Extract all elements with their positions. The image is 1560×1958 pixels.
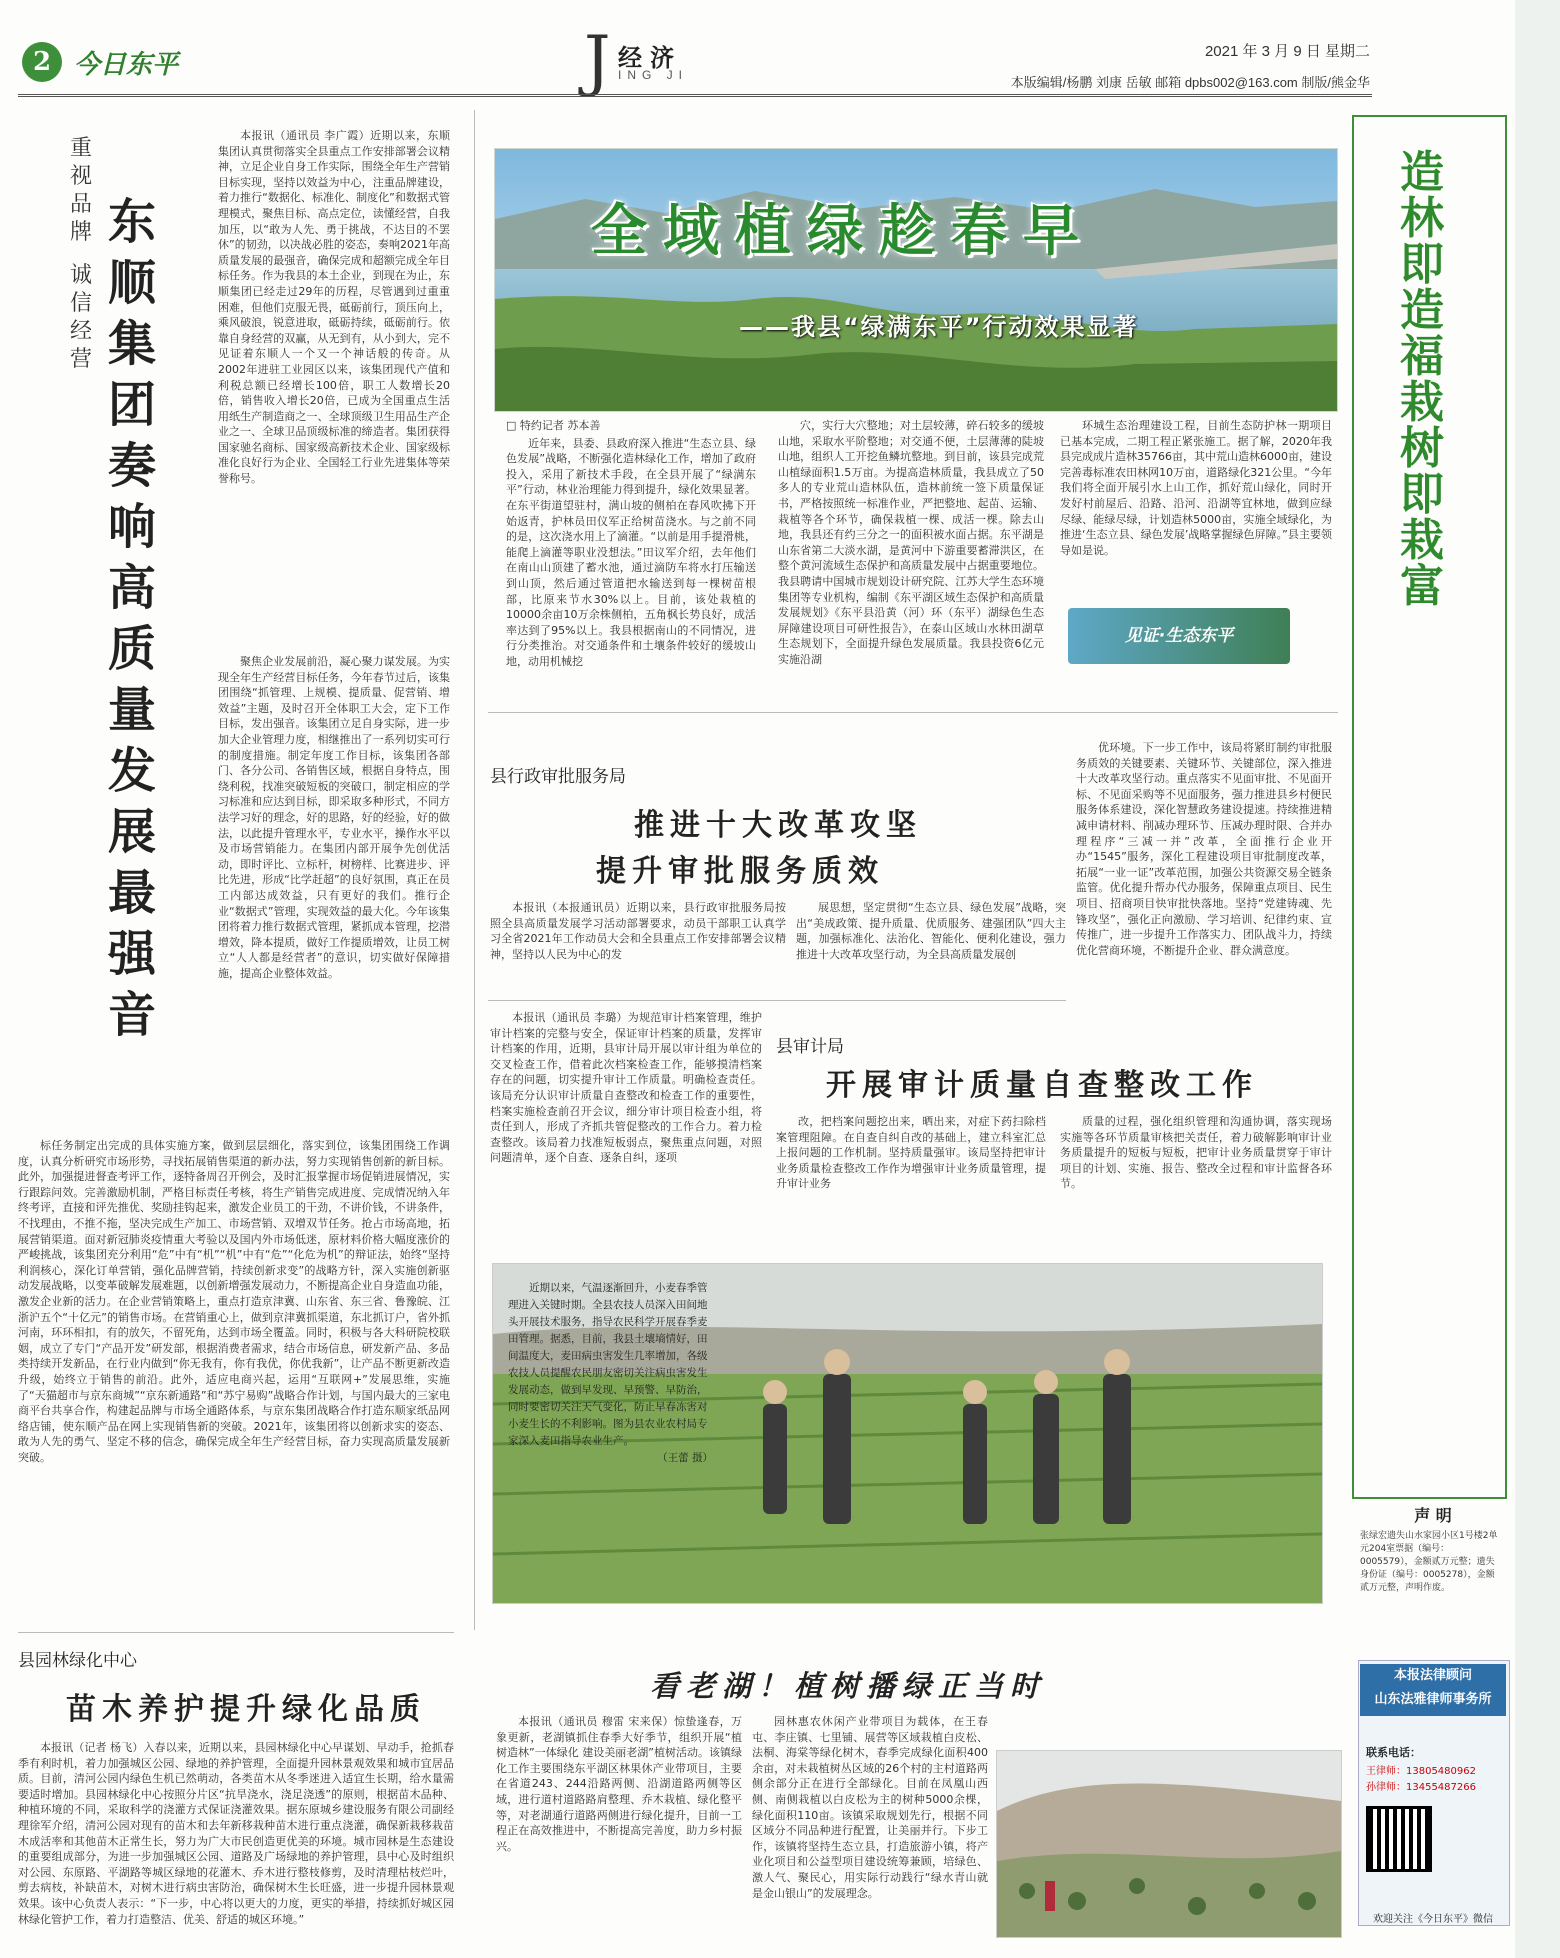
hillside-photo [996, 1750, 1342, 1938]
lead-subtitle-1: 重视品牌 [70, 136, 93, 245]
notice-title: 声 明 [1414, 1506, 1452, 1525]
approval-kicker: 县行政审批服务局 [490, 767, 626, 787]
newspaper-brand: 今日东平 [74, 50, 179, 80]
approval-headline-1: 推进十大改革攻坚 [634, 808, 922, 843]
nursery-paragraph: 本报讯（记者 杨飞）入春以来，近期以来，县园林绿化中心早谋划、早动手，抢抓春季有利时机，着力加强城区公园、绿地的养护管理，全面提升园林景观效果和城市宜居品质。目前，清河公园内绿色生机已然萌动，各类苗木从冬季迷进入适宜生长期，给水量需要适时增加。县园林绿化中心按照分片区“抗旱浇水，浇足浇透”的原则，根据苗木品种、种植环境的不同，采取科学的浇灌方式保证浇灌效果。据东原城乡建设服务有限公司副经理徐军介绍，清河公园对现有的苗木和去年新移栽种苗木进行重点浇灌，确保新栽移栽苗木成活率和其他苗木正常生长，努力为广大市民创造更优美的环境。城市园林是生态建设的重要组成部分，为进一步加强城区公园、道路及广场绿地的养护管理，县中心及时组织对公园、东原路、平湖路等城区绿地的花灌木、乔木进行整枝修剪，及时清理枯枝烂叶，剪去病枝，补缺苗木，对树木进行病虫害防治，确保树木生长旺盛，进一步提升园林景观效果。该中心负责人表示：“下一步，中心将以更大的力度，更实的举措，持续抓好城区园林绿化管护工作，着力打造整洁、优美、舒适的城区环境。” [18, 1741, 454, 1926]
lead-column-2 [218, 654, 450, 1134]
audit-kicker: 县审计局 [776, 1037, 844, 1057]
photo-caption-text: 近期以来，气温逐渐回升，小麦春季管理进入关键时期。全县农技人员深入田间地头开展技术服务，指导农民科学开展春季麦田管理。据悉，目前，我县土壤墒情好，田间温度大，麦田病虫害发生几率增加，各级农技人员提醒农民朋友密切关注病虫害发生发展动态，做到早发现、早预警、早防治，同时要密切关注天气变化，防止早春冻害对小麦生长的不利影响。图为县农业农村局专家深入麦田指导农业生产。 [508, 1282, 708, 1447]
audit-column-2 [776, 1114, 1046, 1240]
witness-badge: 见证·生态东平 [1068, 608, 1290, 664]
audit-paragraph-3: 质量的过程，强化组织管理和沟通协调，落实现场实施等各环节质量审核把关责任，着力破解影响审计业务质量提升的短板与短板，把审计业务质量贯穿于审计项目的计划、实施、报告、整改全过程和审计监督各环节。 [1060, 1115, 1332, 1191]
masthead-rule [18, 94, 1372, 97]
section-pinyin: ING JI [618, 68, 689, 82]
hero-subtitle: ——我县“绿满东平”行动效果显著 [739, 313, 1139, 341]
slogan-text: 造林即造福 栽树即栽富 [1400, 147, 1444, 612]
lawyer-phone-2: 孙律师：13455487266 [1366, 1782, 1476, 1793]
hero-photo [494, 148, 1338, 412]
section-divider [488, 712, 1338, 713]
legal-advisor-title: 本报法律顾问 [1393, 1668, 1472, 1683]
lead-paragraph-2: 聚焦企业发展前沿，凝心聚力谋发展。为实现全年生产经营目标任务，今年春节过后，该集团围绕“抓管理、上规模、提质量、促营销、增效益”主题，及时召开全体职工大会，定下工作目标，发出强音。该集团立足自身实际，进一步加大企业管理力度，相继推出了一系列切实可行的制度措施。制定年度工作目标，该集团各部门、各分公司、各销售区域，根据自身特点，围绕利税，找准突破短板的突破口，制定相应的学习标准和应达到目标，即采取多种形式，不同方法学习好的理念，好的思路，好的经验，好的做法，以此提升管理水平，专业水平，操作水平以及市场营销能力。在集团内部开展争先创优活动，即时评比、立标杆，树榜样、比赛进步、评比先进，形成“比学赶超”的良好氛围，真正在员工内部达成效益，只有更好的我们。推行企业“数据式”管理，实现效益的最大化。今年该集团将着力推行数据式管理，紧抓成本管理，挖潜增效，降本提质，做好工作提质增效，让员工树立“人人都是经营者”的意识，切实做好保障措施，提高企业整体效益。 [218, 655, 450, 980]
audit-paragraph-2: 改，把档案问题挖出来，晒出来，对症下药扫除档案管理阻障。在自查自纠自改的基础上，建立科室汇总上报问题的工作机制。坚持质量强审。该局坚持把审计业务质量检查整改工作作为增强审计业务质量管理，提升审计业务 [776, 1115, 1046, 1191]
legal-advisor-header [1360, 1664, 1506, 1716]
photo-caption [508, 1280, 713, 1467]
greening-byline: □ 特约记者 苏本善 [506, 419, 601, 432]
wechat-follow-text: 欢迎关注《今日东平》微信 [1373, 1914, 1493, 1925]
law-firm-name: 山东法雅律师事务所 [1374, 1692, 1492, 1707]
greening-paragraph-1: 近年来，县委、县政府深入推进“生态立县、绿色发展”战略，不断强化造林绿化工作，增加了政府投入，采用了新技术手段，在全县开展了“绿满东平”行动，林业治理能力得到提升，绿化效果显著。在东平街道望驻村，满山坡的侧柏在春风吹拂下开始返青，护林员田仪军正给树苗浇水。与之前不同的是，这次浇水用上了滴灌。“以前是用手提滑桃，能爬上滴灌等职业没想法。”田议军介绍，去年他们在南山山顶建了蓄水池，通过滴防车将水打压输送到山顶，然后通过管道把水输送到每一棵树苗根部，比原来节水30%以上。目前，该处栽植的10000余亩10万余株侧柏，五角枫长势良好，成活率达到了95%以上。我县根据南山的不同情况，进行分类推治。对交通条件和土壤条件较好的缓坡山地，动用机械挖 [506, 436, 756, 668]
lawyer-phone-1: 王律师：13805480962 [1366, 1766, 1476, 1777]
laohu-column-2 [752, 1714, 988, 1942]
page-number: 2 [22, 42, 62, 82]
approval-column-1 [490, 900, 786, 992]
greening-paragraph-2: 穴，实行大穴整地；对土层较薄，碎石较多的缓坡山地，采取水平阶整地；对交通不便，土层薄薄的陡坡山地，组织人工开挖鱼鳞坑整地。到目前，该县完成荒山植绿面积1.5万亩。为提高造林质量，我县成立了50多人的专业荒山造林队伍，造林前统一签下质量保证书，严格按照统一标准作业，严把整地、起苗、运输、栽植等各个环节，确保栽植一棵、成活一棵。除去山地，我县还有约三分之一的面积被水面占据。东平湖是山东省第二大淡水湖，是黄河中下游重要蓄滞洪区，在整个黄河流域生态保护和高质量发展中占据重要地位。我县聘请中国城市规划设计研究院、江苏大学生态环境集团等专业机构，编制《东平湖区域生态保护和高质量发展规划》《东平县沿黄（河）环（东平）湖绿色生态屏障建设项目可研性报告》，在泰山区域山水林田湖草生态规划下，全面提升绿色发展质量。我县投资6亿元实施沿湖 [778, 419, 1044, 666]
greening-paragraph-3: 环城生态治理建设工程，目前生态防护林一期项目已基本完成，二期工程正紧张施工。据了解，2020年我县完成成片造林35766亩，其中荒山造林6000亩，建设完善毒标准农田林网10万亩，道路绿化321公里。“今年我们将全面开展引水上山工作，抓好荒山绿化，同时开发好村前屋后、沿路、沿河、沿湖等宜林地，做到应绿尽绿、能绿尽绿，计划造林5000亩，实施全域绿化，为推进‘生态立县、绿色发展’战略掌握绿色屏障。”县主要领导如是说。 [1060, 419, 1332, 557]
greening-column-3 [1060, 418, 1332, 598]
notice-text: 张绿宏遗失山水家园小区1号楼2单元204室票据（编号：0005579），金额贰万元整；遗失身份证（编号：0005278），金额贰万元整，声明作废。 [1360, 1531, 1498, 1593]
lead-paragraph-1: 本报讯（通讯员 李广霞）近期以来，东顺集团认真贯彻落实全县重点工作安排部署会议精神，立足企业自身工作实际，围绕全年生产营销目标实现，坚持以效益为中心，注重品牌建设，着力推行“数据化、标准化、制度化”和数据式管理模式，聚焦目标、高点定位，读懂经营，自我加压，以“敢为人先、勇于挑战，不达目的不罢休”的韧劲，以决战必胜的姿态，奏响2021年高质量发展的最强音，确保完成和超额完成全年目标任务。作为我县的本土企业，到现在为止，东顺集团已经走过29年的历程，尽管遇到过重重困难，但他们克服无畏，砥砺前行，顶压向上，乘风破浪，锐意进取，砥砺持续，砥砺前行。依靠自身经营的双赢，从无到有，从小到大，完不见证着东顺人一个又一个神话般的传奇。从2002年进驻工业园区以来，该集团现代产值和利税总额已经增长100倍，职工人数增长20倍，销售收入增长20倍，已成为全国重点生活用纸生产制造商之一、全球顶级卫生用品生产企业之一、全球卫品顶级标准的缔造者。集团获得国家驰名商标、国家级高新技术企业、国家级标准化良好行为企业、全国轻工行业先进集体等荣誉称号。 [218, 129, 450, 486]
page-margin [1515, 0, 1560, 1958]
audit-paragraph-1: 本报讯（通讯员 李璐）为规范审计档案管理，维护审计档案的完整与安全，保证审计档案的质量，发挥审计档案的作用，近期，县审计局开展以审计组为单位的交叉检查工作，借着此次档案检查工作，能够摸清档案存在的问题，切实提升审计工作质量。明确检查责任。该局充分认识审计质量自查整改和检查工作的重要性，档案实施检查前召开会议，细分审计项目检查小组，将责任到人，形成了齐抓共管促整改的工作合力。着力检查整改。该局着力找准短板弱点，聚焦重点问题，对照问题清单，逐个自查、逐条自纠，逐项 [490, 1011, 762, 1165]
approval-column-3 [1076, 740, 1332, 990]
approval-paragraph-3: 优环境。下一步工作中，该局将紧盯制约审批服务质效的关键要素、关键环节、关键部位，深入推进十大改革攻坚行动。重点落实不见面审批、不见面开标、不见面采购等不见面服务，强力推进县乡村便民服务体系建设，深化智慧政务建设提速。持续推进精减申请材料、削减办理环节、压减办理时限、合并办理程序“三减一并”改革，全面推行企业开办“1545”服务，深化工程建设项目审批制度改革，拓展“一业一证”改革范围，加强公共资源交易全链条监管。优化提升帮办代办服务，保障重点项目、民生项目、招商项目快审批快落地。坚持“党建铸魂、先锋攻坚”，强化正向激励、学习培训、纪律约束、宣传推广，进一步提升工作落实力、团队战斗力，持续优化营商环境，不断提升企业、群众满意度。 [1076, 741, 1332, 957]
section-title: 经济 [618, 45, 682, 72]
laohu-paragraph-1: 本报讯（通讯员 穆雷 宋来保）惊蛰逢春，万象更新，老湖镇抓住春季大好季节，组织开展“植树造林”一体绿化 建设美丽老湖”植树活动。该镇绿化工作主要围绕东平湖区林果休产业带项目，主要在省道243、244沿路两侧、沿湖道路两侧等区域，进行道村道路路肩整理、乔木栽植、绿化整平等，对老湖通行道路两侧进行绿化提升，目前一工程正在高效推进中，不断提高完善度，助力乡村振兴。 [496, 1715, 742, 1853]
editor-credits: 本版编辑/杨鹏 刘康 岳敏 邮箱 dpbs002@163.com 制版/熊金华 [1010, 75, 1370, 90]
greening-column-2 [778, 418, 1044, 668]
approval-paragraph-2: 展思想，坚定贯彻“生态立县、绿色发展”战略，突出“美成政策、提升质量、优质服务、建强团队”四大主题，加强标准化、法治化、智能化、便利化建设，强力推进十大改革攻坚行动，为全县高质量发展创 [796, 901, 1066, 961]
audit-column-3 [1060, 1114, 1332, 1240]
audit-column-1 [490, 1010, 762, 1240]
section-divider [18, 1632, 454, 1633]
laohu-paragraph-2: 园林惠农休闲产业带项目为载体，在王春屯、李庄镇、七里铺、展营等区域栽植白皮松、法桐、海棠等绿化树木，春季完成绿化面积400余亩，对未栽植树丛区域的26个村的主村道路两侧余部分正在进行全部绿化。目前在凤凰山西侧、南侧栽植以白皮松为主的树种5000余棵，绿化面积110亩。该镇采取规划先行，根据不同区域分不同品种进行配置，让美丽并行。下步工作，该镇将坚持生态立县，打造旅游小镇，将产业化项目和公益型项目建设统筹兼顾，培绿色、激人气、聚民心，用实际行动践行“绿水青山就是金山银山”的发展理念。 [752, 1715, 988, 1900]
greening-column-1 [506, 418, 756, 668]
nursery-column [18, 1740, 454, 1936]
section-divider [488, 1000, 1066, 1001]
lead-headline: 东顺集团奏响高质量发展最强音 [108, 194, 157, 1043]
laohu-column-1 [496, 1714, 742, 1942]
approval-column-2 [796, 900, 1066, 992]
nursery-kicker: 县园林绿化中心 [18, 1651, 137, 1671]
laohu-headline: 看老湖！植树播绿正当时 [650, 1669, 1047, 1703]
qr-code-icon [1366, 1806, 1432, 1872]
approval-headline-2: 提升审批服务质效 [596, 854, 884, 889]
audit-headline: 开展审计质量自查整改工作 [826, 1068, 1258, 1103]
column-divider [474, 110, 475, 1630]
lead-column-1 [218, 128, 450, 650]
section-letter: J [584, 22, 611, 99]
contact-label: 联系电话： [1366, 1746, 1421, 1759]
lead-paragraph-3: 标任务制定出完成的具体实施方案，做到层层细化，落实到位，该集团围绕工作调度，认真分析研究市场形势，寻找拓展销售渠道的新办法，努力实现销售创新的新目标。此外，加强提进督查考评工作，逐特备周召开例会，及时汇报掌握市场促销进展情况，实行跟踪问效。完善激励机制，严格目标责任考核，将生产销售完成进度、完成情况纳入年终考评，直接和评先推优、奖励挂钩起来，激发企业员工的干劲，不讲价钱，不讲条件，不找理由，不推不拖，坚决完成生产加工、市场营销、双增双节任务。抢占市场高地，拓展营销渠道。面对新冠肺炎疫情重大考验以及国内外市场低迷，原材料价格大幅度涨价的严峻挑战，该集团充分利用“危”中有“机”“机”中有“危”“化危为机”的辩证法，始终“坚持利润核心，深化订单营销，强化品牌营销，持续创新求变”的战略方针，深入实施创新驱动发展战略，以变革破解发展难题，以创新增强发展动力，不断提高企业自身造血功能，激发企业新的活力。在企业营销策略上，重点打造京津冀、山东省、东三省、鲁豫皖、江浙沪五个“十亿元”的销售市场。在营销重心上，做到京津冀抓渠道，东北抓订户，省外抓河南，环环相扣，有的放矢，不留死角，达到市场全覆盖。同时，积极与各大科研院校联姻，成立了专门“产品开发”研发部，根据消费者需求，结合市场信息，研发新产品、多品类持续开发新品，在行业内做到“你无我有，你有我优，你优我新”，让产品不断更新改造升级，始终立于销售的前沿。此外，适应电商兴起，运用“互联网+”发展思维，实施了“天猫超市与京东商城”“京东新通路”和“苏宁易购”战略合作计划，与国内最大的三家电商平台共享合作，构建起品牌与市场全通路体系，与京东集团战略合作打造东顺家纸品网络店铺，使东顺产品在网上实现销售新的突破。2021年，该集团将以创新求实的姿态、敢为人先的勇气、坚定不移的信念，确保完成全年生产经营目标，奋力实现高质量发展新突破。 [18, 1139, 450, 1464]
hero-title: 全域植绿趁春早 [591, 199, 1095, 264]
approval-paragraph-1: 本报讯（本报通讯员）近期以来，县行政审批服务局按照全县高质量发展学习活动部署要求，动员干部职工认真学习全省2021年工作动员大会和全县重点工作安排部署会议精神，坚持以人民为中心的发 [490, 901, 786, 961]
issue-date: 2021 年 3 月 9 日 星期二 [1204, 43, 1370, 60]
lead-column-bottom [18, 1138, 450, 1626]
photo-credit: （王蕾 摄） [657, 1452, 713, 1464]
tree-planting-image [997, 1751, 1341, 1937]
lead-subtitle-2: 诚信经营 [70, 263, 93, 372]
nursery-headline: 苗木养护提升绿化品质 [66, 1692, 426, 1727]
